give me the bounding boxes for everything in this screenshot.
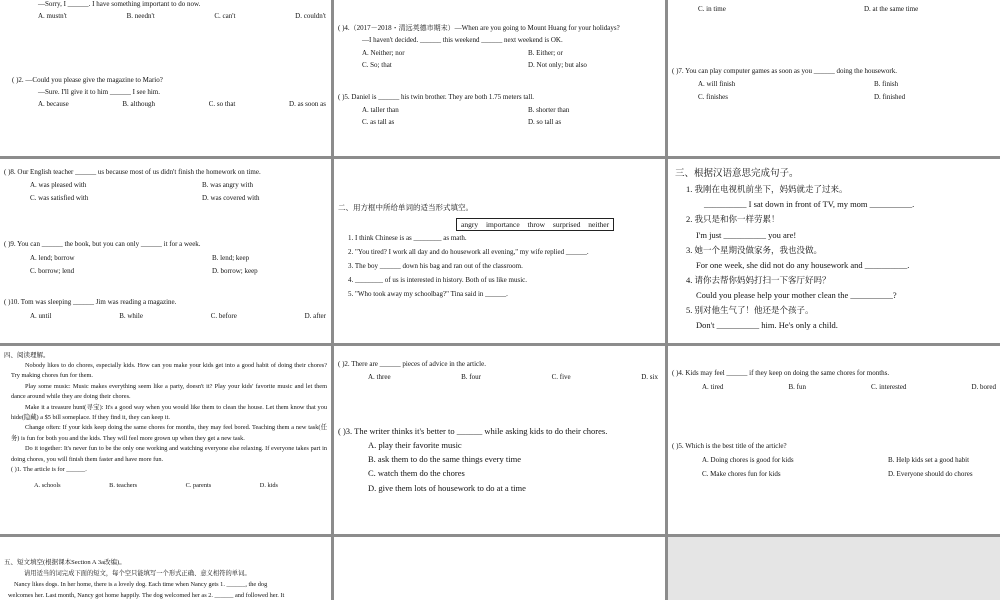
reading-q5-option-c: C. Make chores fun for kids [702,470,781,478]
reading-q2-options [368,373,658,382]
translation-2-en: I'm just __________ you are! [696,230,797,240]
worksheet-page-translation [668,159,1000,343]
section-2-heading: 二、用方框中所给单词的适当形式填空。 [338,203,473,212]
q2-option-d: D. as soon as [289,100,326,108]
worksheet-page-reading-q4-5 [668,346,1000,534]
reading-q4-option-d: D. bored [971,383,996,391]
reading-q1-option-c: C. parents [185,482,212,489]
passage-paragraph-1: Nobody likes to do chores, especially kids. How can you make your kids get into a good habit of doing their chores? Try making chores fun for them. [11,362,327,380]
translation-1-en: __________ I sat down in front of TV, my mom __________. [704,199,915,209]
reading-q4-stem: ( )4. Kids may feel ______ if they keep on doing the same chores for months. [672,369,890,377]
section-3-heading: 三、根据汉语意思完成句子。 [675,169,799,179]
passage-paragraph-5: Do it together: It's never fun to be the only one working and watching everyone else relaxing. If everyone takes part in doing chores, you will finish them faster and have more fun. [11,445,327,463]
q5-stem: ( )5. Daniel is ______ his twin brother. They are both 1.75 meters tall. [338,93,535,101]
fill-item-2: 2. "You tired? I work all day and do housework all evening," my wife replied ______. [348,248,589,256]
fill-item-4: 4. ________ of us is interested in history. Both of us like music. [348,276,528,284]
q6-option-d: D. at the same time [864,5,919,13]
q10-option-c: C. before [210,312,237,320]
q1-options [38,12,326,21]
section-4-heading: 四、阅读理解。 [4,352,50,359]
q2-option-a: A. because [38,100,69,108]
reading-q3-option-a: A. play their favorite music [368,440,462,450]
q5-option-a: A. taller than [362,106,399,114]
q9-option-c: C. borrow; lend [30,267,75,275]
q4-option-c: C. So; that [362,61,392,69]
q6-option-c: C. in time [698,5,726,13]
reading-q4-option-c: C. interested [871,383,907,391]
q8-option-d: D. was covered with [202,194,260,202]
worksheet-page-reading-q2-3 [334,346,665,534]
reading-q4-option-a: A. tired [702,383,724,391]
reading-q4-options [702,383,996,392]
passage-fill-line-2: welcomes her. Last month, Nancy got home happily. The dog welcomed her as 2. ______ and followed her. It [8,592,285,599]
reading-q5-stem: ( )5. Which is the best title of the article? [672,442,787,450]
q9-option-a: A. lend; borrow [30,254,75,262]
reading-q5-option-d: D. Everyone should do chores [888,470,973,478]
q2-options [38,100,326,109]
blank-page [334,537,665,600]
reading-q1-option-a: A. schools [34,482,61,489]
q4-stem: ( )4.（2017－2018・清远英德市期末）—When are you going to Mount Huang for your holidays? [338,24,620,32]
fill-item-1: 1. I think Chinese is as ________ as math. [348,234,467,242]
q8-option-c: C. was satisfied with [30,194,89,202]
worksheet-page-word-fill [334,159,665,343]
worksheet-page-mc-4-5 [334,0,665,156]
q4-option-b: B. Either; or [528,49,563,57]
translation-5-cn: 5. 别对他生气了！他还是个孩子。 [686,305,814,315]
q7-option-a: A. will finish [698,80,736,88]
section-5-heading: 五、短文填空(根据课本Section A 3a改编)。 [4,559,126,566]
passage-paragraph-2: Play some music: Music makes everything seem like a party, doesn't it? Play your kids' favorite music and let them dance around while they are doing their chores. [11,382,327,401]
reading-q1-option-d: D. kids [259,482,278,489]
reading-q2-option-a: A. three [368,373,391,381]
worksheet-page-mc-7 [668,0,1000,156]
q2-stem: ( )2. —Could you please give the magazine to Mario? [12,76,163,84]
q9-option-d: D. borrow; keep [212,267,258,275]
q10-options [30,312,326,321]
q7-stem: ( )7. You can play computer games as soon as you ______ doing the housework. [672,67,897,75]
reading-q3-option-d: D. give them lots of housework to do at a time [368,483,526,493]
fill-item-5: 5. "Who took away my schoolbag?" Tina said in ______. [348,290,508,298]
reading-q5-option-b: B. Help kids set a good habit [888,456,970,464]
q1-option-a: A. mustn't [38,12,67,20]
q2-option-b: B. although [122,100,156,108]
q5-option-b: B. shorter than [528,106,570,114]
reading-q2-stem: ( )2. There are ______ pieces of advice in the article. [338,360,486,368]
translation-4-cn: 4. 请你去帮你妈妈打扫一下客厅好吗？ [686,275,831,285]
reading-q4-option-b: B. fun [788,383,806,391]
q2-line2: —Sure. I'll give it to him ______ I see him. [38,88,160,96]
reading-q3-stem: ( )3. The writer thinks it's better to ______ while asking kids to do their chores. [338,426,608,436]
q2-option-c: C. so that [208,100,236,108]
reading-q3-option-b: B. ask them to do the same things every time [368,454,521,464]
reading-q5-option-a: A. Doing chores is good for kids [702,456,794,464]
reading-q1-options [34,481,278,490]
q10-stem: ( )10. Tom was sleeping ______ Jim was reading a magazine. [4,298,177,306]
reading-q2-option-d: D. six [641,373,658,381]
q1-option-d: D. couldn't [295,12,326,20]
word-box: angry importance throw surprised neither [456,218,614,231]
q8-option-a: A. was pleased with [30,181,87,189]
worksheet-page-mc-1-2 [0,0,331,156]
translation-3-en: For one week, she did not do any housework and __________. [696,260,910,270]
reading-q1-option-b: B. teachers [109,482,138,489]
passage-fill-line-1: Nancy likes dogs. In her home, there is a lovely dog. Each time when Nancy gets 1. ______, the dog [14,581,268,588]
q5-option-c: C. as tall as [362,118,395,126]
reading-q3-option-c: C. watch them do the chores [368,468,465,478]
q10-option-a: A. until [30,312,52,320]
reading-q1-stem: ( )1. The article is for ______. [11,466,87,474]
passage-paragraph-3: Make it a treasure hunt(寻宝): It's a good way when you would like them to clean the house. Let them know that you hide(隐藏) a $5 bill someplace. If they find it, they can keep it. [11,403,327,422]
q10-option-b: B. while [119,312,143,320]
q1-option-c: C. can't [214,12,236,20]
q1-option-b: B. needn't [126,12,155,20]
q8-stem: ( )8. Our English teacher ______ us because most of us didn't finish the homework on time. [4,168,261,176]
q1-tail: —Sorry, I ______. I have something important to do now. [38,0,201,8]
passage-paragraph-4: Change often: If your kids keep doing the same chores for months, they may feel bored. Teaching them a new task(任务) is fun for both you and the kids. They will feel more grown up when they get a new task. [11,424,327,442]
q10-option-d: D. after [304,312,326,320]
q9-stem: ( )9. You can ______ the book, but you can only ______ it for a week. [4,240,201,248]
q4-option-d: D. Not only; but also [528,61,587,69]
translation-5-en: Don't __________ him. He's only a child. [696,320,838,330]
q4-option-a: A. Neither; nor [362,49,405,57]
empty-slot [668,537,1000,600]
fill-item-3: 3. The boy ______ down his bag and ran out of the classroom. [348,262,523,270]
reading-q2-option-b: B. four [461,373,481,381]
q7-option-d: D. finished [874,93,906,101]
worksheet-page-passage-fill [0,537,331,600]
translation-2-cn: 2. 我只是和你一样劳累！ [686,214,780,224]
q7-option-b: B. finish [874,80,899,88]
translation-4-en: Could you please help your mother clean the __________? [696,290,897,300]
q7-option-c: C. finishes [698,93,728,101]
reading-q2-option-c: C. five [551,373,571,381]
reading-passage [11,361,327,475]
translation-3-cn: 3. 她一个星期没做家务，我也没做。 [686,245,823,255]
section-5-instruction: 请用适当的词完成下面的短文，每个空只能填写一个形式正确、意义相符的单词。 [24,570,251,577]
worksheet-page-mc-8-10 [0,159,331,343]
q8-option-b: B. was angry with [202,181,253,189]
q4-line2: —I haven't decided. ______ this weekend ______ next weekend is OK. [362,36,563,44]
q5-option-d: D. so tall as [528,118,562,126]
translation-1-cn: 1. 我刚在电视机前坐下，妈妈就走了过来。 [686,184,848,194]
worksheet-page-reading [0,346,331,534]
q9-option-b: B. lend; keep [212,254,250,262]
